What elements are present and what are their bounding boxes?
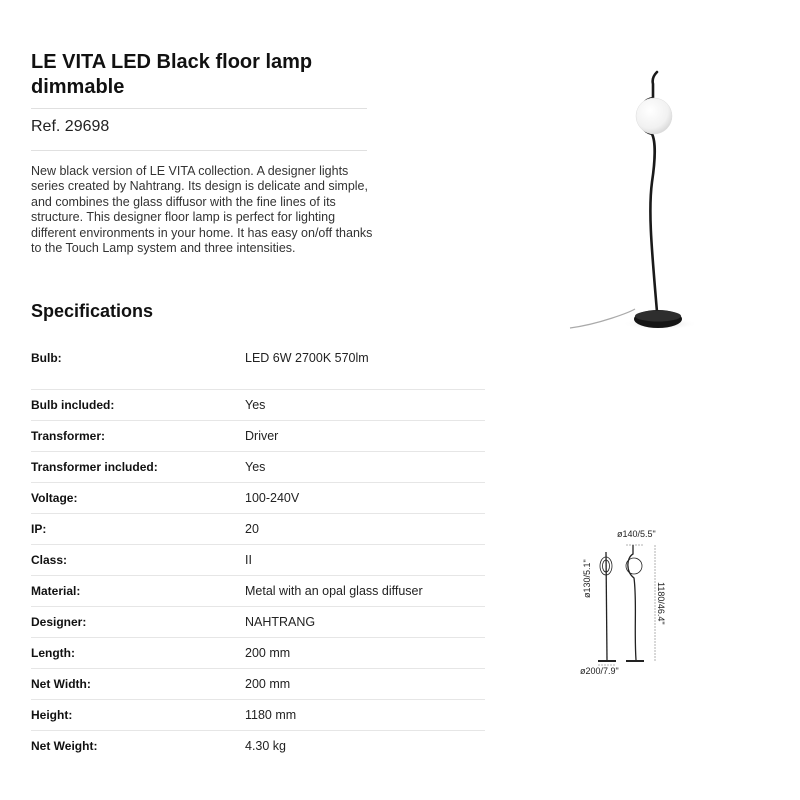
spec-row-designer	[31, 607, 485, 638]
spec-label: Transformer:	[31, 429, 106, 443]
spec-label: Voltage:	[31, 491, 78, 505]
spec-row-net-width	[31, 669, 485, 700]
front-view	[626, 545, 644, 661]
spec-row-ip	[31, 514, 485, 545]
spec-row-class	[31, 545, 485, 576]
spec-value: NAHTRANG	[245, 615, 316, 629]
spec-label: IP:	[31, 522, 47, 536]
spec-label: Bulb included:	[31, 398, 115, 412]
spec-value: 20	[245, 522, 259, 536]
side-view	[598, 552, 616, 661]
spec-row-height	[31, 700, 485, 731]
head-dimension-label: ø140/5.5"	[617, 529, 656, 539]
spec-label: Transformer included:	[31, 460, 158, 474]
title-divider	[31, 108, 367, 109]
spec-row-transformer-included	[31, 452, 485, 483]
diffuser-dimension-label: ø130/5.1"	[582, 559, 592, 598]
spec-label: Material:	[31, 584, 81, 598]
spec-row-net-weight	[31, 731, 485, 761]
product-title: LE VITA LED Black floor lamp dimmable	[31, 51, 313, 98]
spec-row-bulb-included	[31, 390, 485, 421]
spec-row-bulb	[31, 343, 485, 390]
spec-value: 4.30 kg	[245, 739, 287, 753]
spec-value: II	[245, 553, 252, 567]
spec-value: Driver	[245, 429, 279, 443]
spec-value: 1180 mm	[245, 708, 297, 722]
spec-value: 100-240V	[245, 491, 300, 505]
reference-divider	[31, 150, 367, 151]
spec-row-length	[31, 638, 485, 669]
spec-row-voltage	[31, 483, 485, 514]
spec-value: Metal with an opal glass diffuser	[245, 584, 423, 598]
spec-value: 200 mm	[245, 677, 291, 691]
spec-row-transformer	[31, 421, 485, 452]
spec-label: Class:	[31, 553, 68, 567]
height-dimension-label: 1180/46.4"	[656, 582, 666, 625]
spec-row-material	[31, 576, 485, 607]
product-description: New black version of LE VITA collection. A designer lights series created by Nahtrang. Its design is delicate and simple, and combines the glass diffusor with the fine lines of its structure. This designer floor lamp is perfect for lighting different environments in your home. It has easy on/off thanks to the Touch Lamp system and three intensities.	[31, 164, 373, 256]
spec-value: 200 mm	[245, 646, 291, 660]
dimension-drawing	[570, 520, 680, 685]
spec-value: Yes	[245, 398, 266, 412]
specifications-heading: Specifications	[31, 301, 154, 321]
spec-label: Bulb:	[31, 351, 62, 365]
product-reference: Ref. 29698	[31, 118, 110, 135]
spec-value: LED 6W 2700K 570lm	[245, 351, 369, 365]
spec-label: Length:	[31, 646, 75, 660]
product-photo	[560, 62, 710, 342]
spec-label: Net Width:	[31, 677, 91, 691]
spec-label: Height:	[31, 708, 73, 722]
spec-label: Designer:	[31, 615, 87, 629]
spec-value: Yes	[245, 460, 266, 474]
spec-label: Net Weight:	[31, 739, 98, 753]
base-dimension-label: ø200/7.9"	[580, 666, 619, 676]
